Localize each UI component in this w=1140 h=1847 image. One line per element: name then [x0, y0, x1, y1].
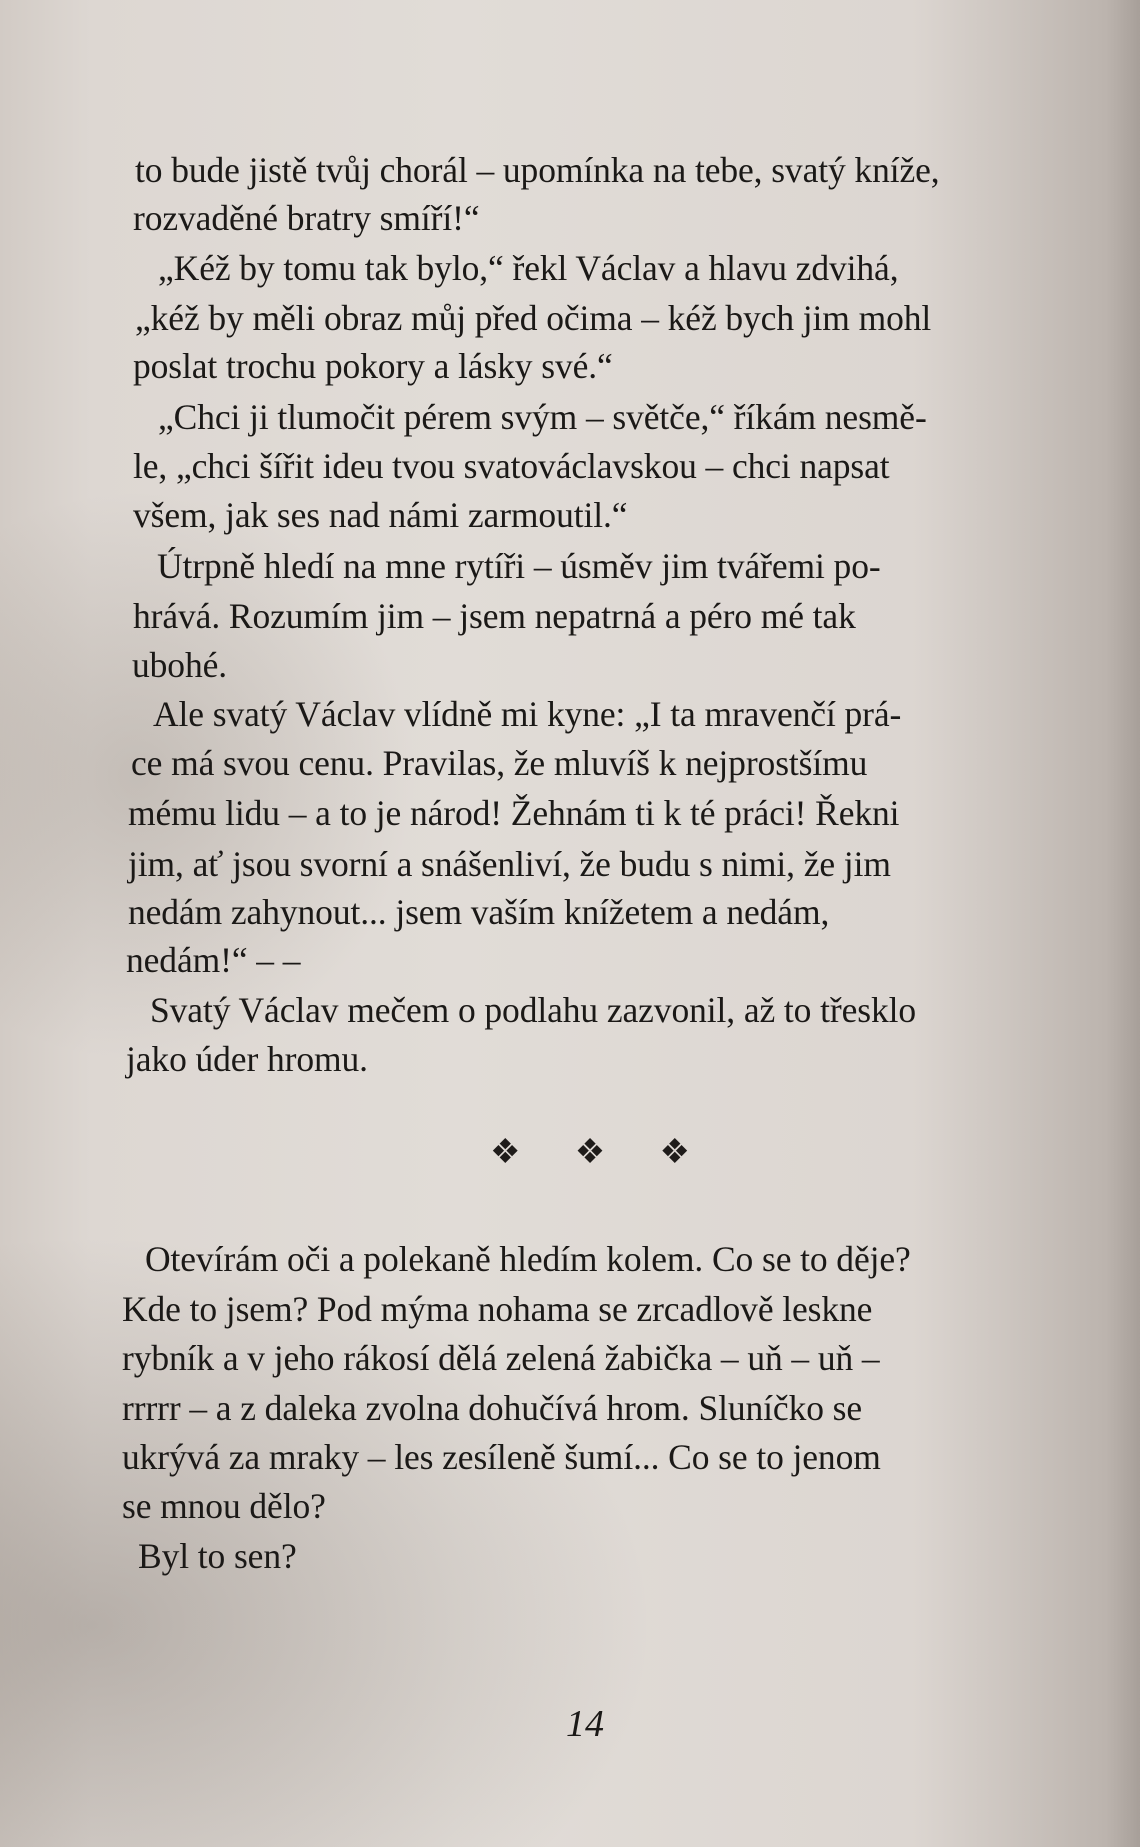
text-line: Útrpně hledí na mne rytíři – úsměv jim tvářemi po-: [157, 546, 881, 586]
text-line: Svatý Václav mečem o podlahu zazvonil, až to třesklo: [150, 990, 917, 1030]
diamond-ornament-icon: ❖: [490, 1134, 521, 1171]
text-line: Otevírám oči a polekaně hledím kolem. Co se to děje?: [145, 1239, 911, 1279]
text-line: Ale svatý Václav vlídně mi kyne: „I ta mravenčí prá-: [153, 694, 902, 734]
text-line: všem, jak ses nad námi zarmoutil.“: [133, 495, 628, 535]
text-line: le, „chci šířit ideu tvou svatováclavskou – chci napsat: [133, 446, 890, 486]
text-line: to bude jistě tvůj chorál – upomínka na tebe, svatý kníže,: [135, 150, 940, 190]
text-line: „kéž by měli obraz můj před očima – kéž bych jim mohl: [135, 298, 932, 338]
text-line: rrrrr – a z daleka zvolna dohučívá hrom. Sluníčko se: [122, 1388, 863, 1428]
text-line: „Chci ji tlumočit pérem svým – světče,“ říkám nesmě-: [158, 397, 927, 437]
text-line: ce má svou cenu. Pravilas, že mluvíš k nejprostšímu: [131, 743, 868, 783]
page-number: 14: [566, 1703, 604, 1745]
text-line: jim, ať jsou svorní a snášenliví, že budu s nimi, že jim: [128, 844, 891, 884]
text-line: rybník a v jeho rákosí dělá zelená žabička – uň – uň –: [122, 1338, 880, 1378]
text-line: nedám zahynout... jsem vaším knížetem a nedám,: [128, 892, 830, 932]
text-line: poslat trochu pokory a lásky své.“: [133, 346, 613, 386]
text-line: rozvaděné bratry smíří!“: [133, 198, 480, 238]
text-line: hrává. Rozumím jim – jsem nepatrná a péro mé tak: [133, 596, 856, 636]
text-line: nedám!“ – –: [126, 940, 301, 980]
text-line: jako úder hromu.: [126, 1039, 368, 1079]
text-line: ubohé.: [132, 645, 228, 685]
text-line: „Kéž by tomu tak bylo,“ řekl Václav a hlavu zdvihá,: [158, 248, 899, 288]
text-line: Byl to sen?: [138, 1536, 297, 1576]
section-divider-ornament: [490, 1133, 690, 1173]
diamond-ornament-icon: ❖: [659, 1134, 690, 1171]
text-line: Kde to jsem? Pod mýma nohama se zrcadlově leskne: [122, 1289, 873, 1329]
text-line: se mnou dělo?: [122, 1486, 326, 1526]
text-line: ukrývá za mraky – les zesíleně šumí... Co se to jenom: [122, 1437, 881, 1477]
diamond-ornament-icon: ❖: [574, 1134, 606, 1171]
text-line: mému lidu – a to je národ! Žehnám ti k té práci! Řekni: [128, 793, 900, 833]
